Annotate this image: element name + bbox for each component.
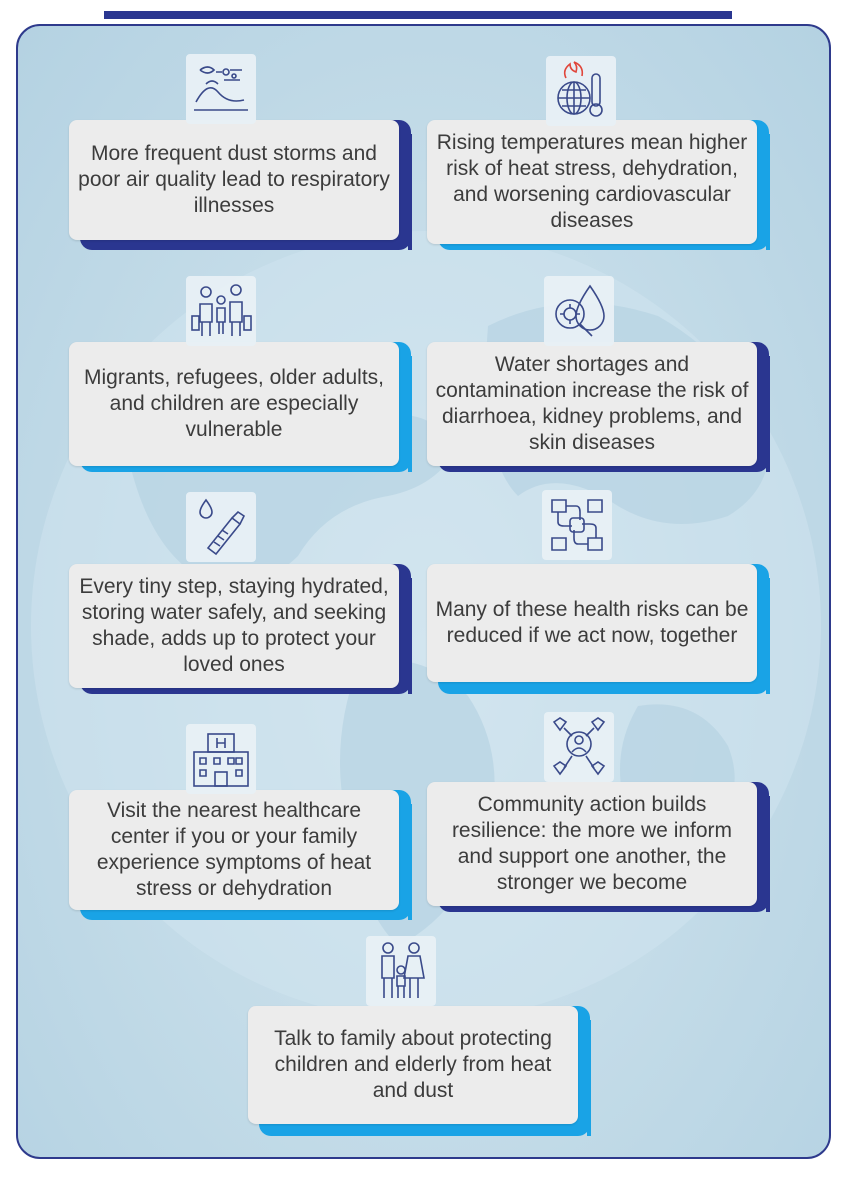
water-bottle-icon: [186, 492, 256, 562]
card-text: Many of these health risks can be reduced if we act now, together: [427, 564, 757, 682]
card-healthcare-center: [69, 790, 411, 920]
card-water-shortages: [427, 342, 769, 472]
card-text: Community action builds resilience: the more we inform and support one another, the stronger we become: [427, 782, 757, 906]
hot-globe-thermometer-icon: [546, 56, 616, 126]
card-community-action: [427, 782, 769, 912]
card-text: Migrants, refugees, older adults, and children are especially vulnerable: [69, 342, 399, 466]
family-icon: [366, 936, 436, 1006]
infographic-panel: [16, 24, 831, 1159]
card-act-now: [427, 564, 769, 694]
dust-storm-icon: [186, 54, 256, 124]
card-rising-temperatures: [427, 120, 769, 250]
card-text: Every tiny step, staying hydrated, storing water safely, and seeking shade, adds up to protect your loved ones: [69, 564, 399, 688]
joined-hands-icon: [542, 490, 612, 560]
water-germ-magnifier-icon: [544, 276, 614, 346]
card-vulnerable-groups: [69, 342, 411, 472]
community-network-icon: [544, 712, 614, 782]
family-with-luggage-icon: [186, 276, 256, 346]
card-text: Talk to family about protecting children and elderly from heat and dust: [248, 1006, 578, 1124]
card-text: Rising temperatures mean higher risk of heat stress, dehydration, and worsening cardiovascular diseases: [427, 120, 757, 244]
card-text: Water shortages and contamination increase the risk of diarrhoea, kidney problems, and skin diseases: [427, 342, 757, 466]
top-bar: [104, 11, 732, 19]
hospital-building-icon: [186, 724, 256, 794]
card-text: More frequent dust storms and poor air quality lead to respiratory illnesses: [69, 120, 399, 240]
card-tiny-steps: [69, 564, 411, 694]
card-text: Visit the nearest healthcare center if you or your family experience symptoms of heat stress or dehydration: [69, 790, 399, 910]
card-talk-to-family: [248, 1006, 590, 1136]
card-dust-storms: [69, 120, 411, 250]
